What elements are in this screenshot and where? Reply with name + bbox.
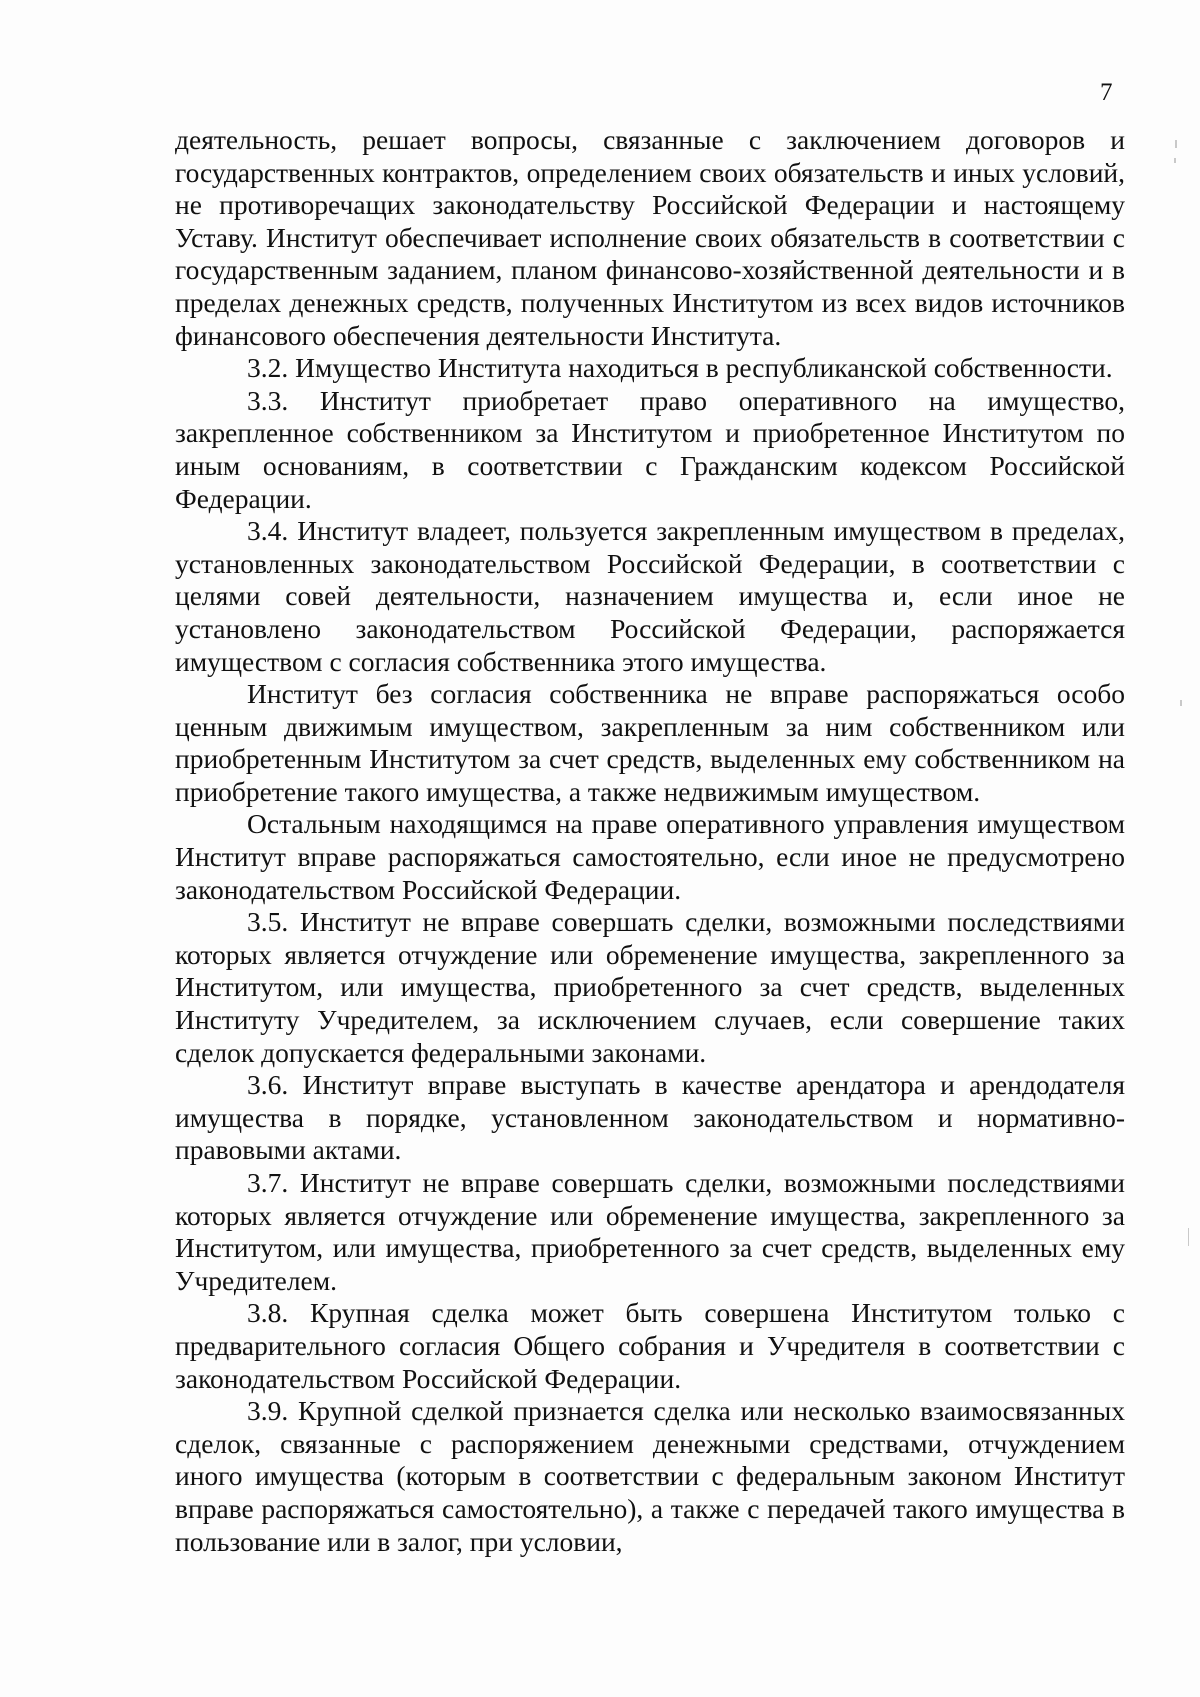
page-number: 7 [1100, 79, 1113, 106]
paragraph-continuation: деятельность, решает вопросы, связанные с заключением договоров и государственных контрактов, определением своих обязательств и иных условий, не противоречащих законодательству Российской Федерации и настоящему Уставу. Институт обеспечивает исполнение своих обязательств в соответствии с государственным заданием, планом финансово-хозяйственной деятельности и в пределах денежных средств, полученных Институтом из всех видов источников финансового обеспечения деятельности Института. [175, 124, 1125, 351]
paragraph-3-9: 3.9. Крупной сделкой признается сделка или несколько взаимосвязанных сделок, связанные с распоряжением денежными средствами, отчуждением иного имущества (которым в соответствии с федеральным законом Институт вправе распоряжаться самостоятельно), а также с передачей такого имущества в пользование или в залог, при условии, [175, 1395, 1125, 1557]
paragraph-3-8: 3.8. Крупная сделка может быть совершена Институтом только с предварительного согласия Общего собрания и Учредителя в соответствии с законодательством Российской Федерации. [175, 1297, 1125, 1394]
scan-speck [1188, 1228, 1189, 1246]
scan-speck [1175, 140, 1177, 148]
document-body [175, 124, 1125, 1558]
paragraph-3-6: 3.6. Институт вправе выступать в качестве арендатора и арендодателя имущества в порядке, установленном законодательством и нормативно-правовыми актами. [175, 1069, 1125, 1166]
paragraph-3-2: 3.2. Имущество Института находиться в республиканской собственности. [247, 352, 1113, 384]
paragraph-3-5: 3.5. Институт не вправе совершать сделки, возможными последствиями которых является отчуждение или обременение имущества, закрепленного за Институтом, или имущества, приобретенного за счет средств, выделенных Институту Учредителем, за исключением случаев, если совершение таких сделок допускается федеральными законами. [175, 906, 1125, 1068]
paragraph-3-4: 3.4. Институт владеет, пользуется закрепленным имуществом в пределах, установленных законодательством Российской Федерации, в соответствии с целями совей деятельности, назначением имущества и, если иное не установлено законодательством Российской Федерации, распоряжается имуществом с согласия собственника этого имущества. [175, 515, 1125, 677]
paragraph-3-7: 3.7. Институт не вправе совершать сделки, возможными последствиями которых является отчуждение или обременение имущества, закрепленного за Институтом, или имущества, приобретенного за счет средств, выделенных ему Учредителем. [175, 1167, 1125, 1296]
scan-speck [1174, 158, 1176, 163]
paragraph-3-4-consent: Институт без согласия собственника не вправе распоряжаться особо ценным движимым имуществом, закрепленным за ним собственником или приобретенным Институтом за счет средств, выделенных ему собственником на приобретение такого имущества, а также недвижимым имуществом. [175, 678, 1125, 807]
scan-speck [1180, 700, 1182, 706]
paragraph-3-3: 3.3. Институт приобретает право оперативного на имущество, закрепленное собственником за Институтом и приобретенное Институтом по иным основаниям, в соответствии с Гражданским кодексом Российской Федерации. [175, 384, 1125, 514]
paragraph-3-4-other-property: Остальным находящимся на праве оперативного управления имуществом Институт вправе распоряжаться самостоятельно, если иное не предусмотрено законодательством Российской Федерации. [175, 808, 1125, 905]
